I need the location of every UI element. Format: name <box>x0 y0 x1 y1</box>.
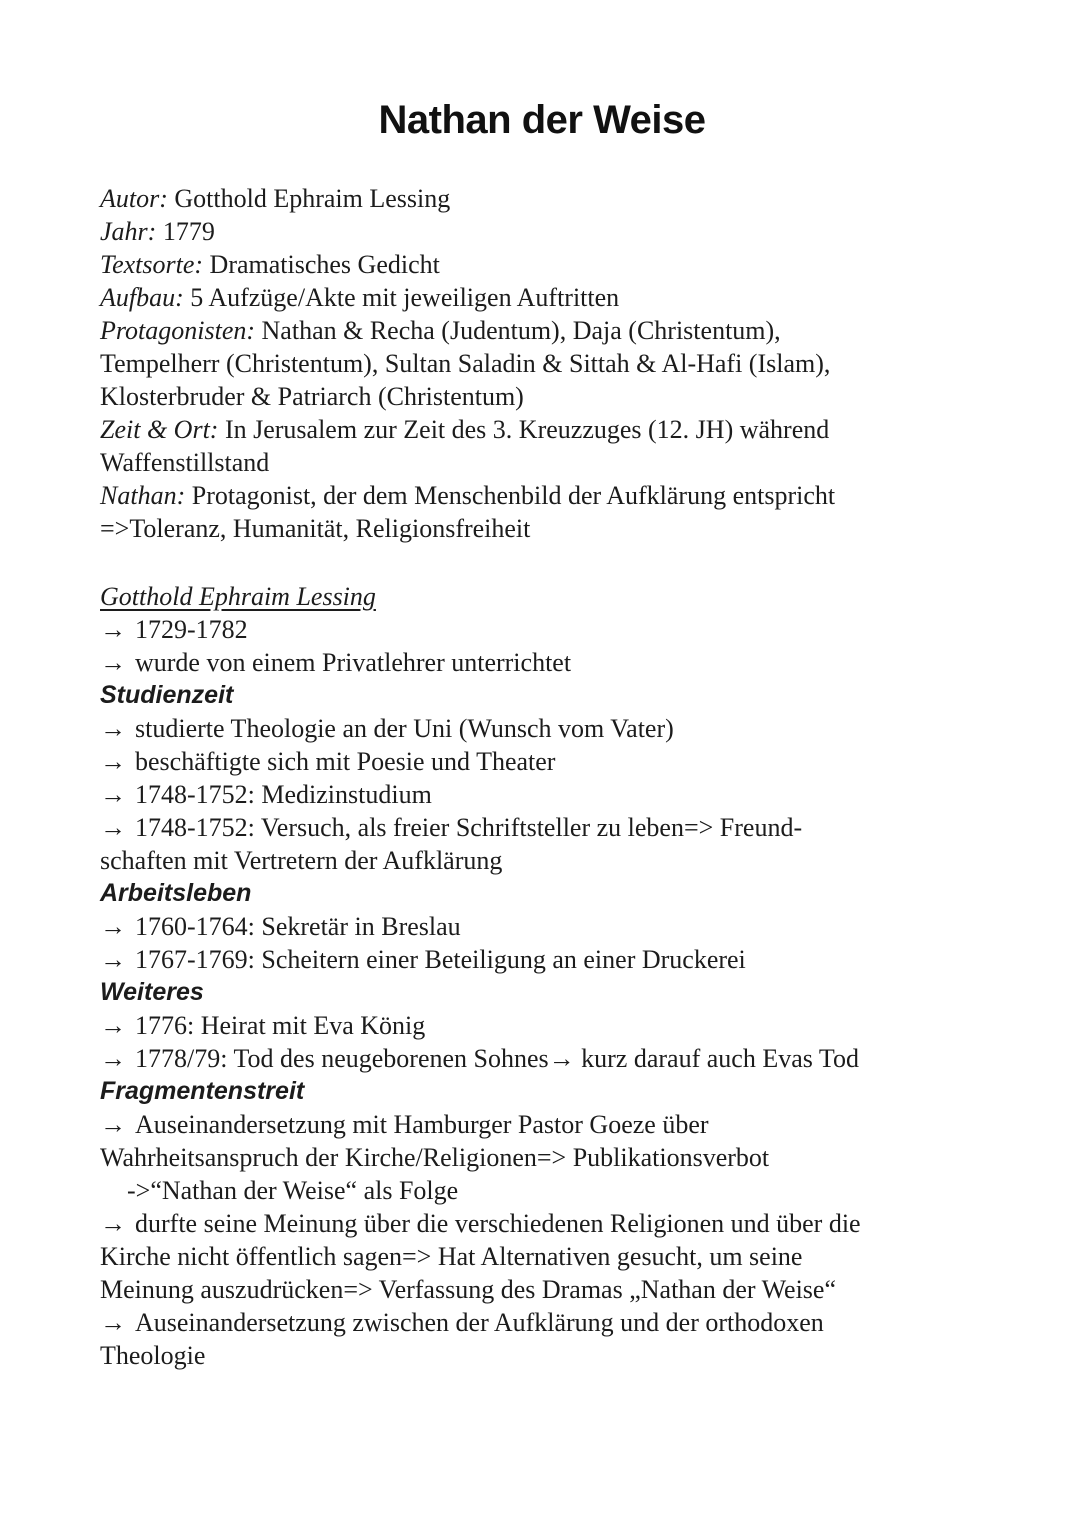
meta-line-protagonisten <box>100 314 984 347</box>
arrow-bullet-icon: → <box>100 1308 126 1337</box>
line-text: Arbeitsleben <box>100 879 252 907</box>
meta-text: 5 Aufzüge/Akte mit jeweiligen Auftritten <box>183 283 620 312</box>
line-text: Auseinandersetzung zwischen der Aufklärung und der orthodoxen <box>135 1308 824 1337</box>
meta-label: Jahr: <box>100 217 157 246</box>
line-text: ->“Nathan der Weise“ als Folge <box>127 1176 459 1205</box>
bullet-line <box>100 613 984 646</box>
arrow-bullet-icon: → <box>100 912 126 941</box>
lessing-section <box>100 580 984 1372</box>
continuation-line <box>100 844 984 877</box>
arrow-bullet-icon: → <box>100 780 126 809</box>
bullet-line <box>100 1207 984 1240</box>
meta-line-textsorte <box>100 248 984 281</box>
meta-text: Klosterbruder & Patriarch (Christentum) <box>100 382 524 411</box>
bullet-line <box>100 1306 984 1339</box>
bullet-line <box>100 778 984 811</box>
subsection-heading-arbeitsleben <box>100 877 984 910</box>
bullet-line <box>100 646 984 679</box>
arrow-bullet-icon: → <box>100 1209 126 1238</box>
line-text: 1760-1764: Sekretär in Breslau <box>135 912 461 941</box>
line-text: studierte Theologie an der Uni (Wunsch vom Vater) <box>135 714 674 743</box>
bullet-line <box>100 745 984 778</box>
line-text: 1729-1782 <box>135 615 248 644</box>
arrow-bullet-icon: → <box>100 1044 126 1073</box>
arrow-bullet-icon: → <box>100 747 126 776</box>
continuation-line <box>100 1141 984 1174</box>
bullet-line <box>100 910 984 943</box>
line-text: 1767-1769: Scheitern einer Beteiligung an einer Druckerei <box>135 945 746 974</box>
arrow-bullet-icon: → <box>100 1110 126 1139</box>
meta-text: Protagonist, der dem Menschenbild der Aufklärung entspricht <box>185 481 836 510</box>
meta-line-jahr <box>100 215 984 248</box>
continuation-line <box>100 1339 984 1372</box>
continuation-line <box>100 1273 984 1306</box>
line-text: 1748-1752: Versuch, als freier Schriftsteller zu leben=> Freund- <box>135 813 803 842</box>
page-title: Nathan der Weise <box>378 98 706 142</box>
continuation-line <box>100 1240 984 1273</box>
meta-text: Tempelherr (Christentum), Sultan Saladin & Sittah & Al-Hafi (Islam), <box>100 349 831 378</box>
subsection-heading-weiteres <box>100 976 984 1009</box>
indented-result-line <box>100 1174 984 1207</box>
meta-text: Dramatisches Gedicht <box>203 250 440 279</box>
meta-line-nathan <box>100 479 984 512</box>
arrow-bullet-icon: → <box>100 714 126 743</box>
meta-text: =>Toleranz, Humanität, Religionsfreiheit <box>100 514 531 543</box>
subsection-heading-fragmentenstreit <box>100 1075 984 1108</box>
arrow-bullet-icon: → <box>100 1011 126 1040</box>
meta-text: Gotthold Ephraim Lessing <box>167 184 451 213</box>
line-text: wurde von einem Privatlehrer unterrichtet <box>135 648 572 677</box>
meta-label: Autor: <box>100 184 168 213</box>
line-text: Theologie <box>100 1341 206 1370</box>
line-text: Wahrheitsanspruch der Kirche/Religionen=> Publikationsverbot <box>100 1143 770 1172</box>
line-text: Weiteres <box>100 978 204 1006</box>
arrow-bullet-icon: → <box>100 648 126 677</box>
line-text: Kirche nicht öffentlich sagen=> Hat Alternativen gesucht, um seine <box>100 1242 803 1271</box>
arrow-bullet-icon: → <box>100 945 126 974</box>
meta-line-aufbau <box>100 281 984 314</box>
meta-label: Protagonisten: <box>100 316 256 345</box>
line-text: 1748-1752: Medizinstudium <box>135 780 432 809</box>
meta-line-protagonisten-cont <box>100 380 984 413</box>
bullet-line <box>100 811 984 844</box>
meta-line-nathan-cont <box>100 512 984 545</box>
bullet-line <box>100 943 984 976</box>
meta-text: 1779 <box>156 217 215 246</box>
meta-label: Textsorte: <box>100 250 204 279</box>
arrow-bullet-icon: → <box>100 615 126 644</box>
meta-block <box>100 182 984 545</box>
line-text: schaften mit Vertretern der Aufklärung <box>100 846 503 875</box>
bullet-line <box>100 1108 984 1141</box>
meta-text: In Jerusalem zur Zeit des 3. Kreuzzuges (12. JH) während <box>218 415 830 444</box>
meta-line-zeit-ort-cont <box>100 446 984 479</box>
meta-label: Aufbau: <box>100 283 184 312</box>
meta-label: Zeit & Ort: <box>100 415 219 444</box>
line-text: 1778/79: Tod des neugeborenen Sohnes→ kurz darauf auch Evas Tod <box>135 1044 859 1073</box>
section-heading: Gotthold Ephraim Lessing <box>100 582 376 611</box>
line-text: Fragmentenstreit <box>100 1077 305 1105</box>
line-text: beschäftigte sich mit Poesie und Theater <box>135 747 556 776</box>
line-text: Studienzeit <box>100 681 234 709</box>
arrow-bullet-icon: → <box>100 813 126 842</box>
meta-label: Nathan: <box>100 481 186 510</box>
meta-line-zeit-ort <box>100 413 984 446</box>
line-text: durfte seine Meinung über die verschiedenen Religionen und über die <box>135 1209 861 1238</box>
bullet-line <box>100 712 984 745</box>
meta-text: Nathan & Recha (Judentum), Daja (Christentum), <box>255 316 781 345</box>
meta-line-protagonisten-cont <box>100 347 984 380</box>
line-text: Auseinandersetzung mit Hamburger Pastor Goeze über <box>135 1110 709 1139</box>
bullet-line <box>100 1009 984 1042</box>
meta-text: Waffenstillstand <box>100 448 270 477</box>
bullet-line <box>100 1042 984 1075</box>
line-text: Meinung auszudrücken=> Verfassung des Dramas „Nathan der Weise“ <box>100 1275 836 1304</box>
meta-line-autor <box>100 182 984 215</box>
line-text: 1776: Heirat mit Eva König <box>135 1011 426 1040</box>
subsection-heading-studienzeit <box>100 679 984 712</box>
